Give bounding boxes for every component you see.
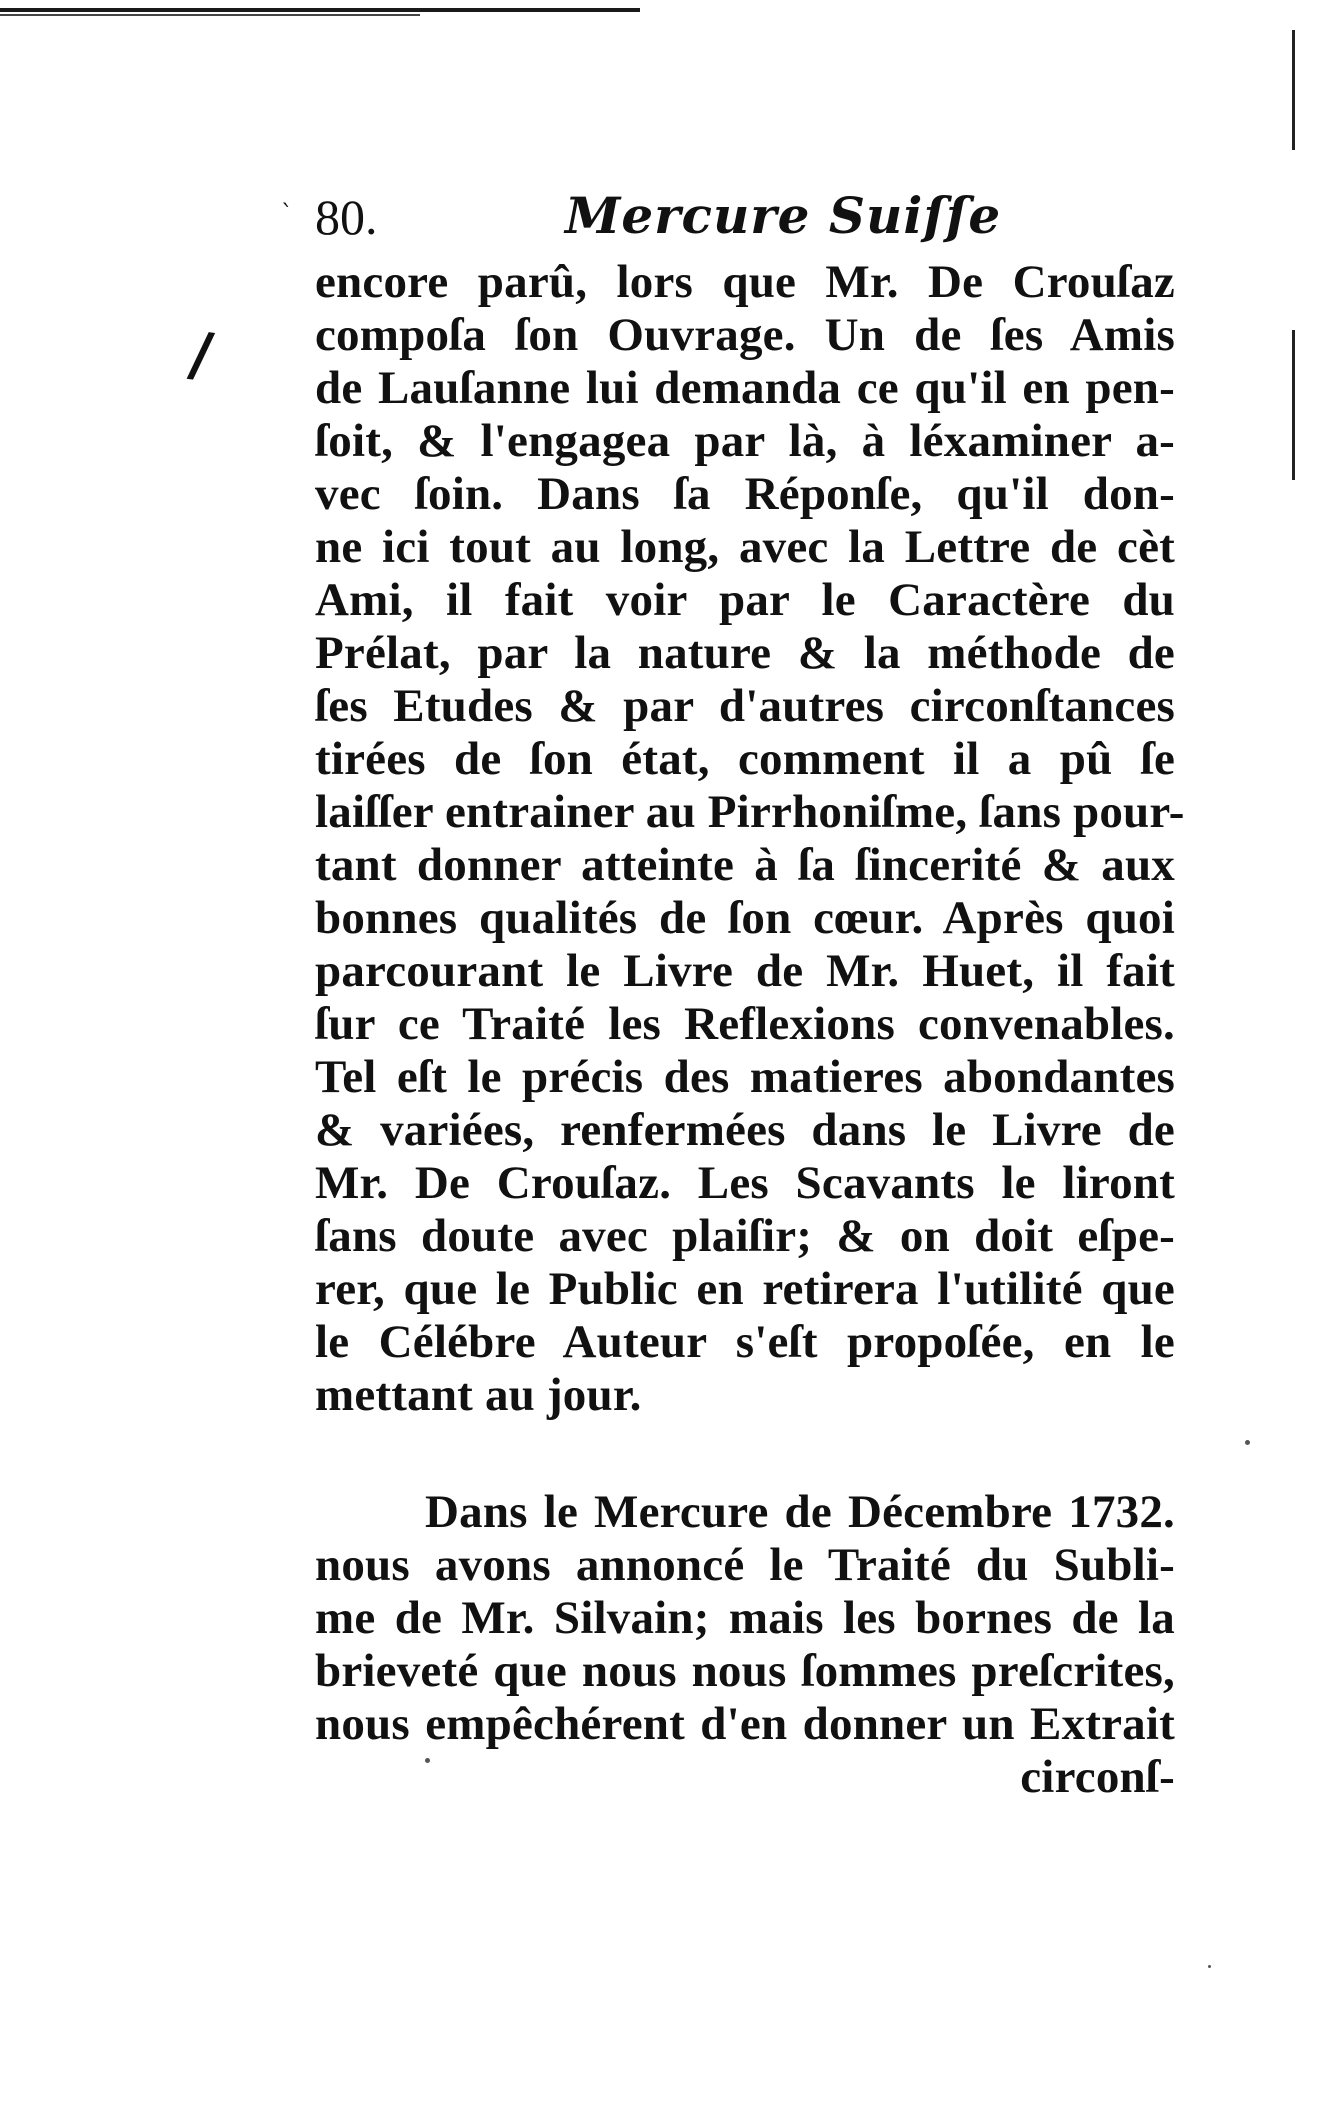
text-line: tirées de ſon état, comment il a pû ſe: [315, 733, 1175, 785]
text-line: nous empêchérent d'en donner un Extrait: [315, 1698, 1175, 1750]
text-line: laiſſer entrainer au Pirrhoniſme, ſans pour-: [315, 786, 1185, 838]
text-line: ne ici tout au long, avec la Lettre de cèt: [315, 521, 1175, 573]
book-page: [185, 170, 1185, 1804]
paper-speck: [425, 1758, 430, 1763]
text-line: Tel eſt le précis des matieres abondantes: [315, 1051, 1175, 1103]
margin-slash-mark: /: [185, 318, 217, 392]
text-line: rer, que le Public en retirera l'utilité que: [315, 1263, 1175, 1315]
text-line: Prélat, par la nature & la méthode de: [315, 627, 1175, 679]
text-line: le Célébre Auteur s'eſt propoſée, en le: [315, 1316, 1175, 1368]
catchword: circonſ-: [1020, 1751, 1175, 1803]
top-edge-rule-thin: [0, 14, 420, 16]
text-line: ſes Etudes & par d'autres circonſtances: [315, 680, 1175, 732]
text-line: ſur ce Traité les Reflexions convenables.: [315, 998, 1175, 1050]
text-line: mettant au jour.: [315, 1369, 642, 1421]
text-line: me de Mr. Silvain; mais les bornes de la: [315, 1592, 1175, 1644]
text-line: brieveté que nous nous ſommes preſcrites,: [315, 1645, 1175, 1697]
text-line: encore parû, lors que Mr. De Crouſaz: [315, 256, 1175, 308]
text-line: tant donner atteinte à ſa ſincerité & aux: [315, 839, 1175, 891]
text-line: nous avons annoncé le Traité du Subli-: [315, 1539, 1175, 1591]
text-line: parcourant le Livre de Mr. Huet, il fait: [315, 945, 1175, 997]
paragraph-gap: [315, 1422, 1175, 1486]
right-margin-mark: [1292, 330, 1295, 480]
right-margin-mark: [1292, 30, 1295, 150]
margin-tick: ˋ: [281, 200, 293, 228]
text-line: Dans le Mercure de Décembre 1732.: [425, 1486, 1175, 1538]
paper-speck: [1245, 1440, 1250, 1445]
text-line: compoſa ſon Ouvrage. Un de ſes Amis: [315, 309, 1175, 361]
paragraph-2: [315, 1486, 1175, 1804]
text-line: Ami, il fait voir par le Caractère du: [315, 574, 1175, 626]
top-edge-rule: [0, 8, 640, 12]
text-line: & variées, renfermées dans le Livre de: [315, 1104, 1175, 1156]
text-line: ſans doute avec plaiſir; & on doit eſpe-: [315, 1210, 1175, 1262]
text-line: bonnes qualités de ſon cœur. Après quoi: [315, 892, 1175, 944]
page-number: 80.: [315, 189, 378, 245]
text-line: de Lauſanne lui demanda ce qu'il en pen-: [315, 362, 1175, 414]
paper-speck: [1208, 1965, 1211, 1968]
paragraph-1: [315, 256, 1185, 1422]
text-line: Mr. De Crouſaz. Les Scavants le liront: [315, 1157, 1175, 1209]
text-line: vec ſoin. Dans ſa Réponſe, qu'il don-: [315, 468, 1175, 520]
running-title: Mercure Suiſſe: [565, 186, 1002, 245]
text-line: ſoit, & l'engagea par là, à léxaminer a-: [315, 415, 1175, 467]
